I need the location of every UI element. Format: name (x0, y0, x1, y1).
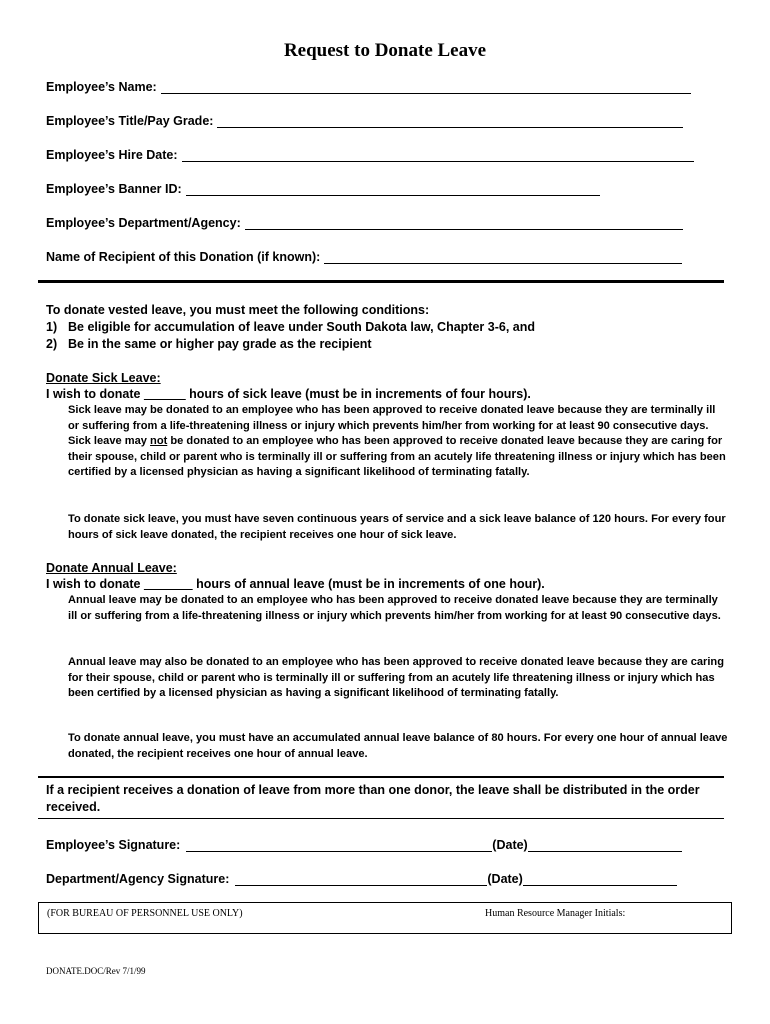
banner-id-field[interactable] (46, 182, 600, 196)
title-grade-label: Employee’s Title/Pay Grade: (46, 114, 214, 128)
page-title: Request to Donate Leave (283, 40, 487, 61)
banner-id-line[interactable] (186, 183, 600, 196)
sick-para1-part-b: be donated to an employee who has been approved to receive donated leave because they are caring for their spouse, child or parent who is terminally ill or suffering from an acutely life threatening illness or injury which has been certified by a licensed physician as having a significant likelihood of terminating fatally. (68, 435, 726, 479)
hr-initials-label[interactable]: Human Resource Manager Initials: (485, 908, 626, 919)
banner-id-label: Employee’s Banner ID: (46, 182, 182, 196)
condition-item (46, 319, 535, 336)
department-line[interactable] (245, 217, 683, 230)
document-footer: DONATE.DOC/Rev 7/1/99 (46, 966, 146, 976)
department-signature-label: Department/Agency Signature: (46, 872, 230, 886)
employee-signature-field[interactable] (46, 838, 682, 852)
sick-leave-heading: Donate Sick Leave: (46, 371, 161, 385)
annual-leave-wish (46, 576, 545, 592)
sick-para1-not: not (150, 435, 168, 448)
annual-leave-heading-block (46, 560, 545, 592)
employee-signature-line[interactable] (186, 839, 492, 852)
distribution-note: If a recipient receives a donation of leave from more than one donor, the leave shall be distributed in the order received. (46, 783, 700, 814)
employee-signature-label: Employee’s Signature: (46, 838, 181, 852)
department-signature-field[interactable] (46, 872, 677, 886)
hire-date-label: Employee’s Hire Date: (46, 148, 178, 162)
sick-leave-wish (46, 386, 531, 402)
section-divider (38, 280, 724, 283)
title-grade-field[interactable] (46, 114, 683, 128)
recipient-label: Name of Recipient of this Donation (if known): (46, 250, 321, 264)
annual-leave-paragraph-2: Annual leave may also be donated to an employee who has been approved to receive donated leave because they are caring for their spouse, child or parent who is terminally ill or suffering from an acutely life threatening illness or injury which has been certified by a licensed physician as having a significant likelihood of terminating fatally. (68, 656, 724, 700)
employee-name-line[interactable] (161, 81, 691, 94)
annual-leave-paragraph-1: Annual leave may be donated to an employee who has been approved to receive donated leave because they are terminally ill or suffering from a life-threatening illness or injury which prevents him/her from working for at least 90 consecutive days. (68, 594, 721, 622)
department-date-line[interactable] (523, 873, 677, 886)
sick-hours-blank[interactable]: ______ (143, 387, 186, 401)
condition-item (46, 336, 535, 353)
bureau-use-label: (FOR BUREAU OF PERSONNEL USE ONLY) (47, 908, 243, 919)
bureau-use-box (38, 902, 732, 934)
annual-wish-prefix: I wish to donate (46, 577, 141, 591)
sick-leave-heading-block (46, 370, 531, 402)
sick-wish-suffix: hours of sick leave (must be in increments of four hours). (189, 387, 531, 401)
hire-date-line[interactable] (182, 149, 694, 162)
annual-hours-blank[interactable]: _______ (143, 577, 193, 591)
sick-para1-part-a: Sick leave may be donated to an employee who has been approved to receive donated leave because they are terminally ill or suffering from a life-threatening illness or injury which prevents him/her from working for at least 90 consecutive days. Sick leave may (68, 404, 716, 448)
employee-name-label: Employee’s Name: (46, 80, 157, 94)
annual-wish-suffix: hours of annual leave (must be in increments of one hour). (196, 577, 545, 591)
employee-name-field[interactable] (46, 80, 691, 94)
annual-leave-heading: Donate Annual Leave: (46, 561, 177, 575)
conditions-intro: To donate vested leave, you must meet the following conditions: (46, 303, 430, 317)
sick-leave-paragraph-1 (68, 403, 728, 481)
hire-date-field[interactable] (46, 148, 694, 162)
title-grade-line[interactable] (217, 115, 683, 128)
sick-leave-paragraph-2: To donate sick leave, you must have seven continuous years of service and a sick leave balance of 120 hours. For every four hours of sick leave donated, the recipient receives one hour of sick leave. (68, 513, 726, 541)
department-field[interactable] (46, 216, 683, 230)
department-label: Employee’s Department/Agency: (46, 216, 241, 230)
sick-wish-prefix: I wish to donate (46, 387, 141, 401)
note-bottom-rule (38, 818, 724, 819)
recipient-field[interactable] (46, 250, 682, 264)
department-date-label: (Date) (487, 872, 523, 886)
condition-text: Be eligible for accumulation of leave under South Dakota law, Chapter 3-6, and (68, 320, 535, 334)
employee-date-line[interactable] (528, 839, 682, 852)
condition-text: Be in the same or higher pay grade as the recipient (68, 337, 372, 351)
condition-number: 1) (46, 320, 58, 334)
annual-leave-paragraph-3: To donate annual leave, you must have an accumulated annual leave balance of 80 hours. For every one hour of annual leave donated, the recipient receives one hour of annual leave. (68, 732, 728, 760)
conditions-block (46, 302, 535, 353)
conditions-list (46, 319, 535, 353)
recipient-line[interactable] (324, 251, 682, 264)
employee-date-label: (Date) (492, 838, 528, 852)
condition-number: 2) (46, 337, 58, 351)
department-signature-line[interactable] (235, 873, 487, 886)
